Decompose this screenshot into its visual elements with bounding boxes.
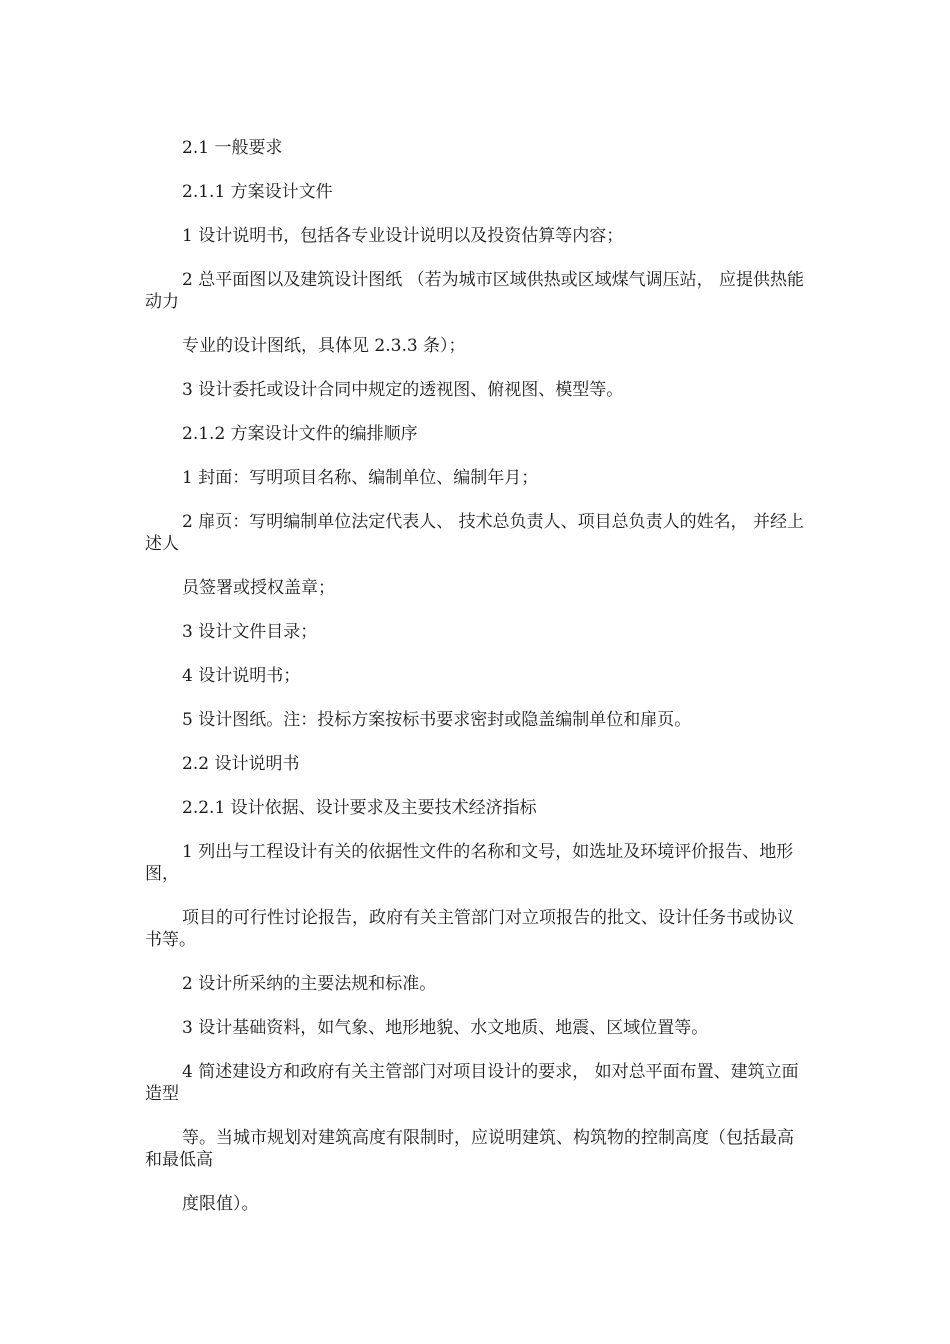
heading-2-1-2: 2.1.2 方案设计文件的编排顺序	[182, 424, 418, 444]
paragraph: 2 扉页：写明编制单位法定代表人、 技术总负责人、项目总负责人的姓名， 并经上述人	[145, 512, 805, 554]
heading-2-1: 2.1 一般要求	[182, 138, 283, 158]
paragraph: 4 简述建设方和政府有关主管部门对项目设计的要求， 如对总平面布置、建筑立面造型	[145, 1062, 799, 1104]
paragraph: 3 设计委托或设计合同中规定的透视图、俯视图、模型等。	[182, 380, 624, 400]
paragraph: 2 总平面图以及建筑设计图纸 （若为城市区域供热或区域煤气调压站， 应提供热能动力	[145, 270, 805, 312]
paragraph: 4 设计说明书；	[182, 666, 301, 686]
heading-2-2-1: 2.2.1 设计依据、设计要求及主要技术经济指标	[182, 798, 537, 818]
paragraph: 1 封面：写明项目名称、编制单位、编制年月；	[182, 468, 539, 488]
paragraph: 2 设计所采纳的主要法规和标准。	[182, 974, 437, 994]
paragraph: 1 设计说明书，包括各专业设计说明以及投资估算等内容；	[182, 226, 624, 246]
paragraph: 专业的设计图纸，具体见 2.3.3 条）；	[182, 336, 466, 356]
heading-2-1-1: 2.1.1 方案设计文件	[182, 182, 333, 202]
paragraph: 3 设计基础资料，如气象、地形地貌、水文地质、地震、区域位置等。	[182, 1018, 709, 1038]
paragraph: 等。当城市规划对建筑高度有限制时，应说明建筑、构筑物的控制高度（包括最高和最低高	[145, 1128, 794, 1170]
paragraph: 项目的可行性讨论报告，政府有关主管部门对立项报告的批文、设计任务书或协议书等。	[145, 908, 794, 950]
paragraph: 员签署或授权盖章；	[182, 578, 335, 598]
paragraph: 1 列出与工程设计有关的依据性文件的名称和文号，如选址及环境评价报告、地形图，	[145, 842, 794, 884]
paragraph: 度限值）。	[182, 1194, 259, 1214]
paragraph: 3 设计文件目录；	[182, 622, 318, 642]
heading-2-2: 2.2 设计说明书	[182, 754, 300, 774]
paragraph: 5 设计图纸。注：投标方案按标书要求密封或隐盖编制单位和扉页。	[182, 710, 692, 730]
